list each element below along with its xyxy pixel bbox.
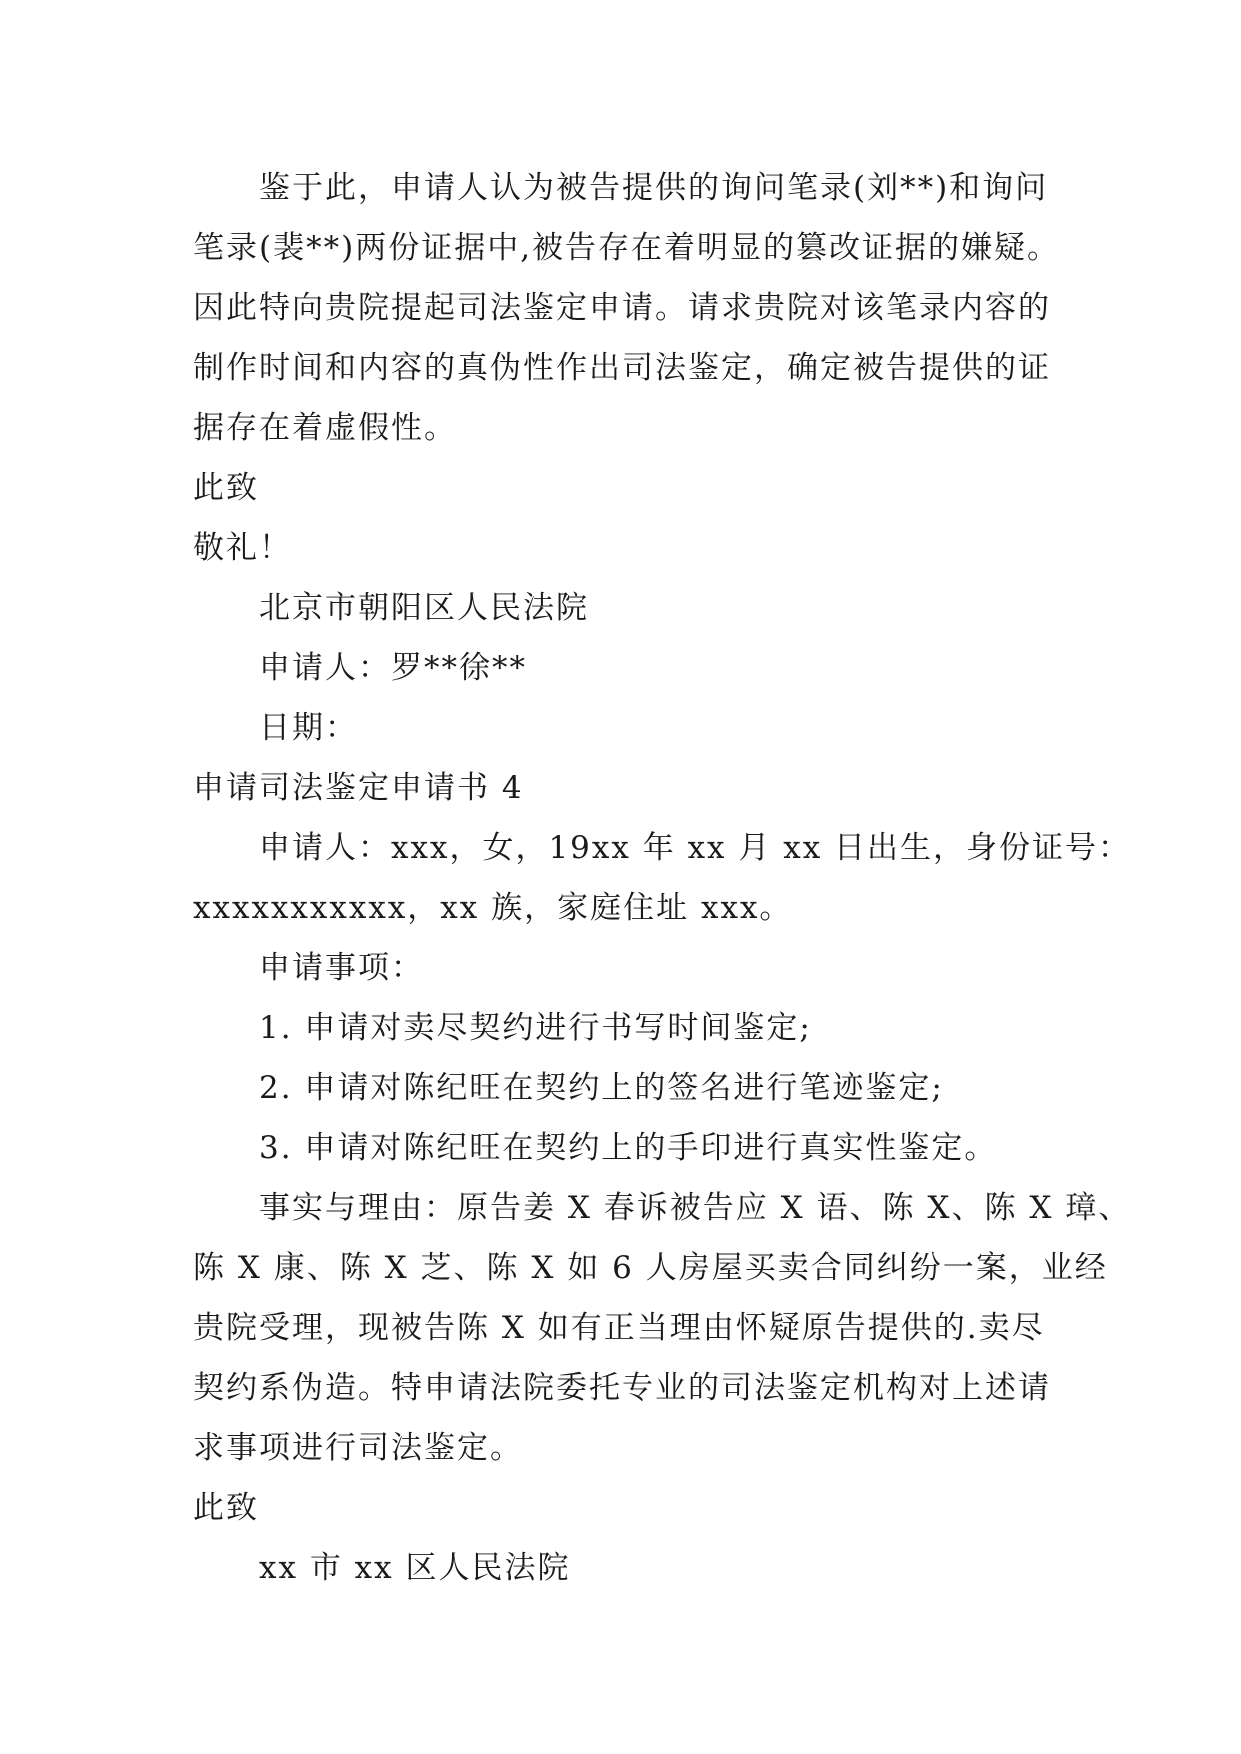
text-line: 申请人：xxx，女，19xx 年 xx 月 xx 日出生，身份证号： bbox=[259, 830, 1132, 866]
text-line: 因此特向贵院提起司法鉴定申请。请求贵院对该笔录内容的 bbox=[193, 290, 1051, 326]
items-label: 申请事项： bbox=[259, 950, 424, 986]
text-line: 据存在着虚假性。 bbox=[193, 410, 457, 446]
text-line: 契约系伪造。特申请法院委托专业的司法鉴定机构对上述请 bbox=[193, 1370, 1051, 1406]
applicant-name: 申请人：罗**徐** bbox=[259, 650, 527, 686]
paragraph-appraisal-reason bbox=[193, 158, 1063, 458]
court-name-line bbox=[193, 578, 1063, 638]
list-item: 1. 申请对卖尽契约进行书写时间鉴定; bbox=[259, 1010, 812, 1046]
salutation-text: 敬礼！ bbox=[193, 530, 292, 566]
section-title: 申请司法鉴定申请书 4 bbox=[193, 770, 524, 806]
date-line bbox=[193, 698, 1063, 758]
closing-line-2 bbox=[193, 1478, 1063, 1538]
court-name-line-2 bbox=[193, 1538, 1063, 1598]
text-line: 事实与理由：原告姜 X 春诉被告应 X 语、陈 X、陈 X 璋、 bbox=[259, 1190, 1132, 1226]
closing-line bbox=[193, 458, 1063, 518]
document-body bbox=[193, 158, 1132, 1598]
salutation-line bbox=[193, 518, 1063, 578]
court-name: 北京市朝阳区人民法院 bbox=[259, 590, 589, 626]
text-line: 贵院受理，现被告陈 X 如有正当理由怀疑原告提供的.卖尽 bbox=[193, 1310, 1045, 1346]
court-name: xx 市 xx 区人民法院 bbox=[259, 1550, 571, 1586]
list-item: 2. 申请对陈纪旺在契约上的签名进行笔迹鉴定; bbox=[259, 1070, 944, 1106]
text-line: 鉴于此，申请人认为被告提供的询问笔录(刘**)和询问 bbox=[259, 170, 1049, 206]
text-line: 制作时间和内容的真伪性作出司法鉴定，确定被告提供的证 bbox=[193, 350, 1051, 386]
closing-text: 此致 bbox=[193, 1490, 259, 1526]
paragraph-applicant-info bbox=[193, 818, 1132, 938]
request-items-list bbox=[193, 998, 1063, 1178]
text-line: 笔录(裴**)两份证据中,被告存在着明显的篡改证据的嫌疑。 bbox=[193, 230, 1061, 266]
closing-text: 此致 bbox=[193, 470, 259, 506]
text-line: 求事项进行司法鉴定。 bbox=[193, 1430, 523, 1466]
date-label: 日期： bbox=[259, 710, 358, 746]
list-item: 3. 申请对陈纪旺在契约上的手印进行真实性鉴定。 bbox=[259, 1130, 998, 1166]
paragraph-facts-reasons bbox=[193, 1178, 1132, 1478]
section-title-line bbox=[193, 758, 1063, 818]
applicant-line bbox=[193, 638, 1063, 698]
text-line: 陈 X 康、陈 X 芝、陈 X 如 6 人房屋买卖合同纠纷一案，业经 bbox=[193, 1250, 1108, 1286]
text-line: xxxxxxxxxxx，xx 族，家庭住址 xxx。 bbox=[193, 890, 793, 926]
items-label-line bbox=[193, 938, 1063, 998]
